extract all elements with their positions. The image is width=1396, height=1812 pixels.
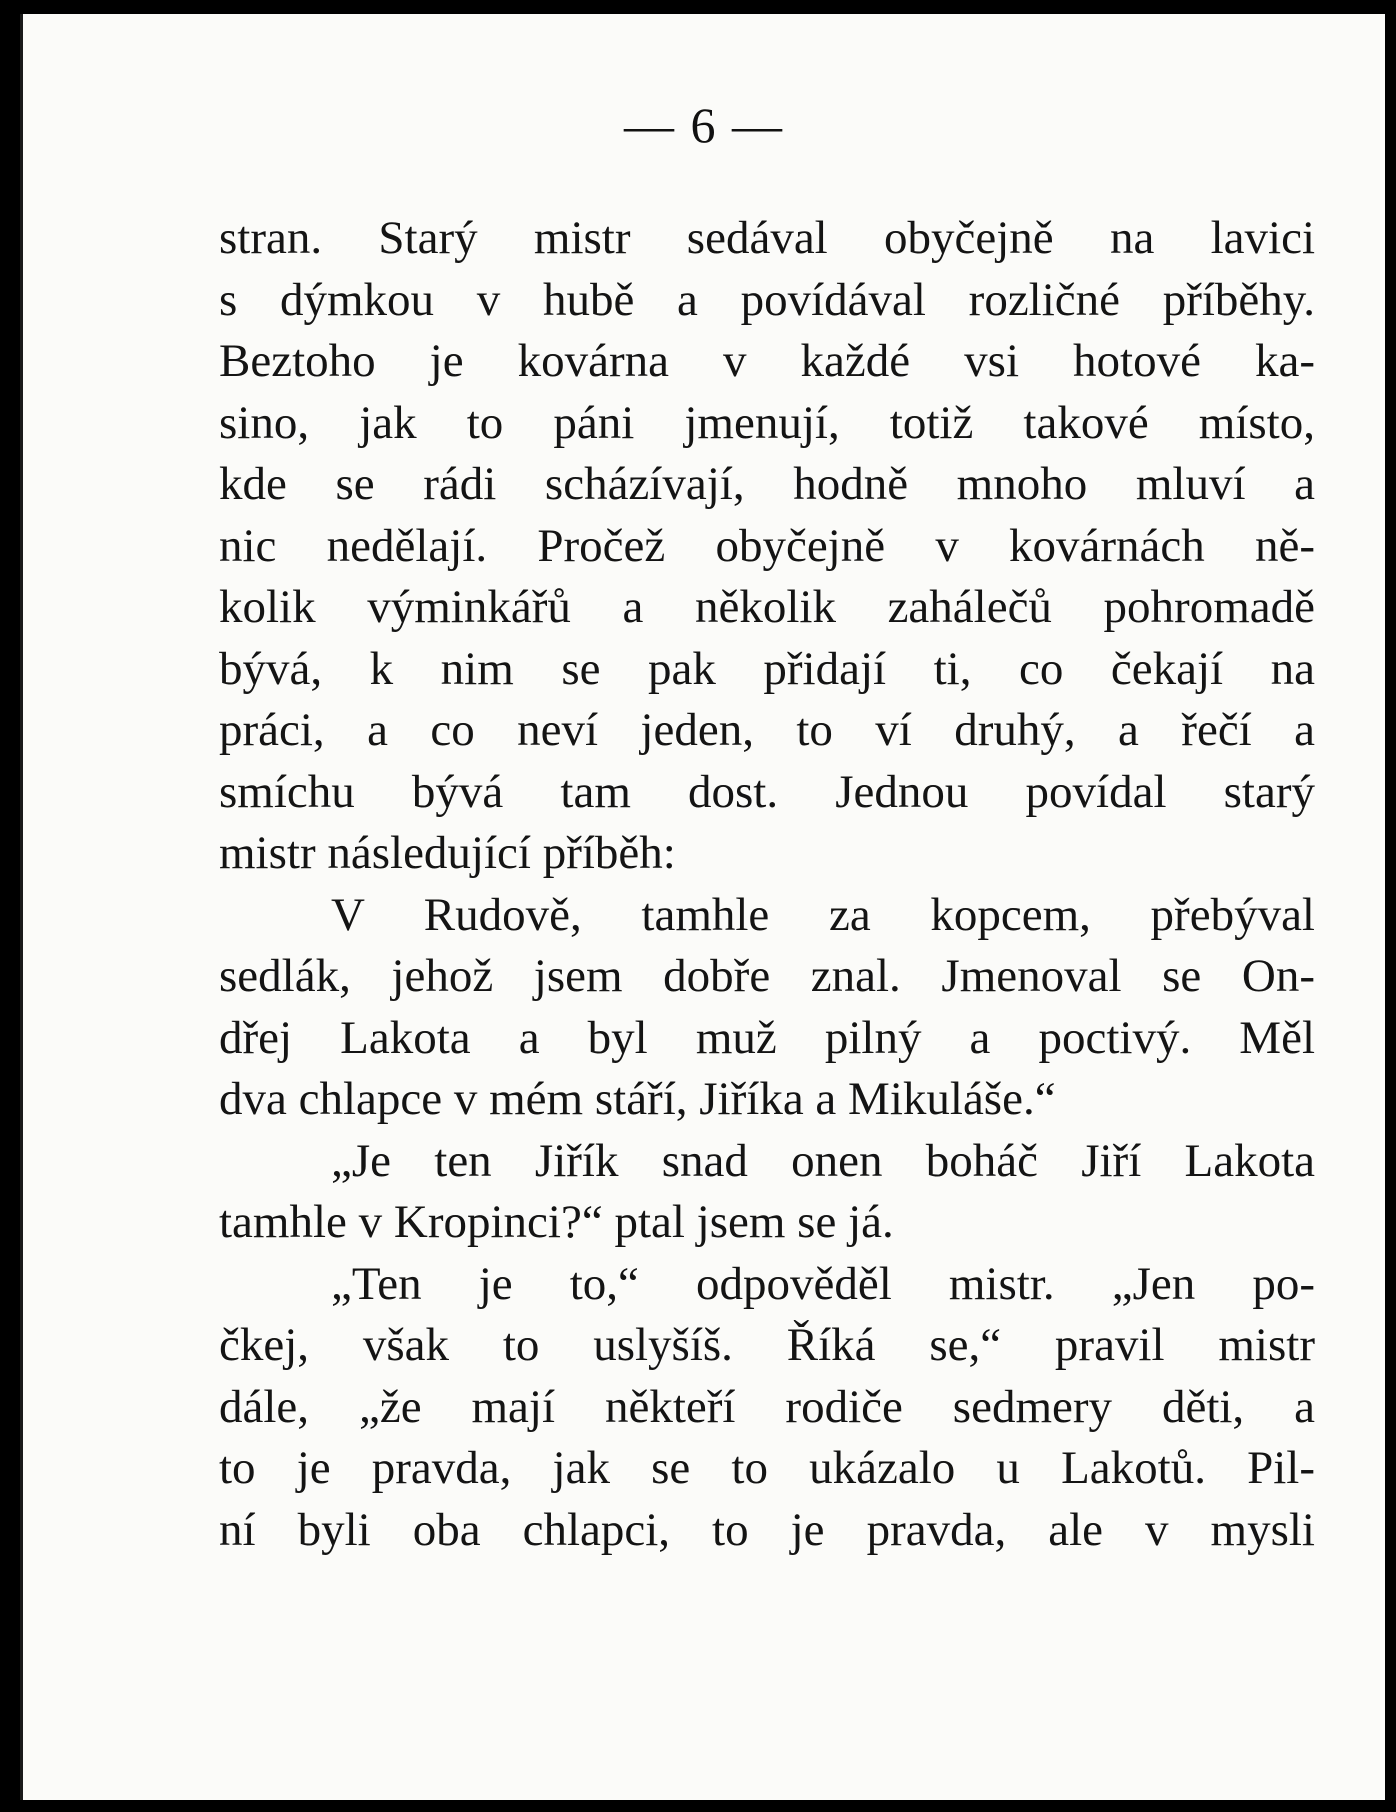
text-line: Beztoho je kovárna v každé vsi hotové ka- [219,335,1315,387]
text-line: mistr následující příběh: [219,827,676,879]
text-line: sedlák, jehož jsem dobře znal. Jmenoval se On- [219,950,1315,1002]
text-line: dva chlapce v mém stáří, Jiříka a Mikuláše.“ [219,1073,1056,1125]
text-line: s dýmkou v hubě a povídával rozličné příběhy. [219,273,1315,326]
text-line: dále, „že mají někteří rodiče sedmery děti, a [219,1380,1315,1433]
body-text [219,208,1315,1561]
text-line: kolik výminkářů a několik zahálečů pohromadě [219,581,1315,633]
text-line: kde se rádi scházívají, hodně mnoho mluví a [219,458,1315,510]
text-line: to je pravda, jak se to ukázalo u Lakotů. Pil- [219,1442,1315,1494]
text-line: dřej Lakota a byl muž pilný a poctivý. Měl [219,1011,1315,1064]
text-line: tamhle v Kropinci?“ ptal jsem se já. [219,1196,894,1248]
text-line: sino, jak to páni jmenují, totiž takové místo, [219,396,1315,449]
text-line: „Ten je to,“ odpověděl mistr. „Jen po- [331,1257,1315,1310]
text-line: „Je ten Jiřík snad onen boháč Jiří Lakota [331,1134,1315,1187]
text-line: čkej, však to uslyšíš. Říká se,“ pravil mistr [219,1319,1315,1371]
page-number: — 6 — [624,97,784,153]
text-line: V Rudově, tamhle za kopcem, přebýval [331,888,1315,941]
book-page [20,14,1385,1800]
text-line: bývá, k nim se pak přidají ti, co čekají na [219,642,1315,695]
text-line: stran. Starý mistr sedával obyčejně na lavici [219,212,1315,264]
text-line: smíchu bývá tam dost. Jednou povídal starý [219,765,1315,818]
text-line: nic nedělají. Pročež obyčejně v kovárnách ně- [219,519,1315,572]
text-line: ní byli oba chlapci, to je pravda, ale v mysli [219,1503,1315,1556]
text-line: práci, a co neví jeden, to ví druhý, a řečí a [219,704,1315,756]
